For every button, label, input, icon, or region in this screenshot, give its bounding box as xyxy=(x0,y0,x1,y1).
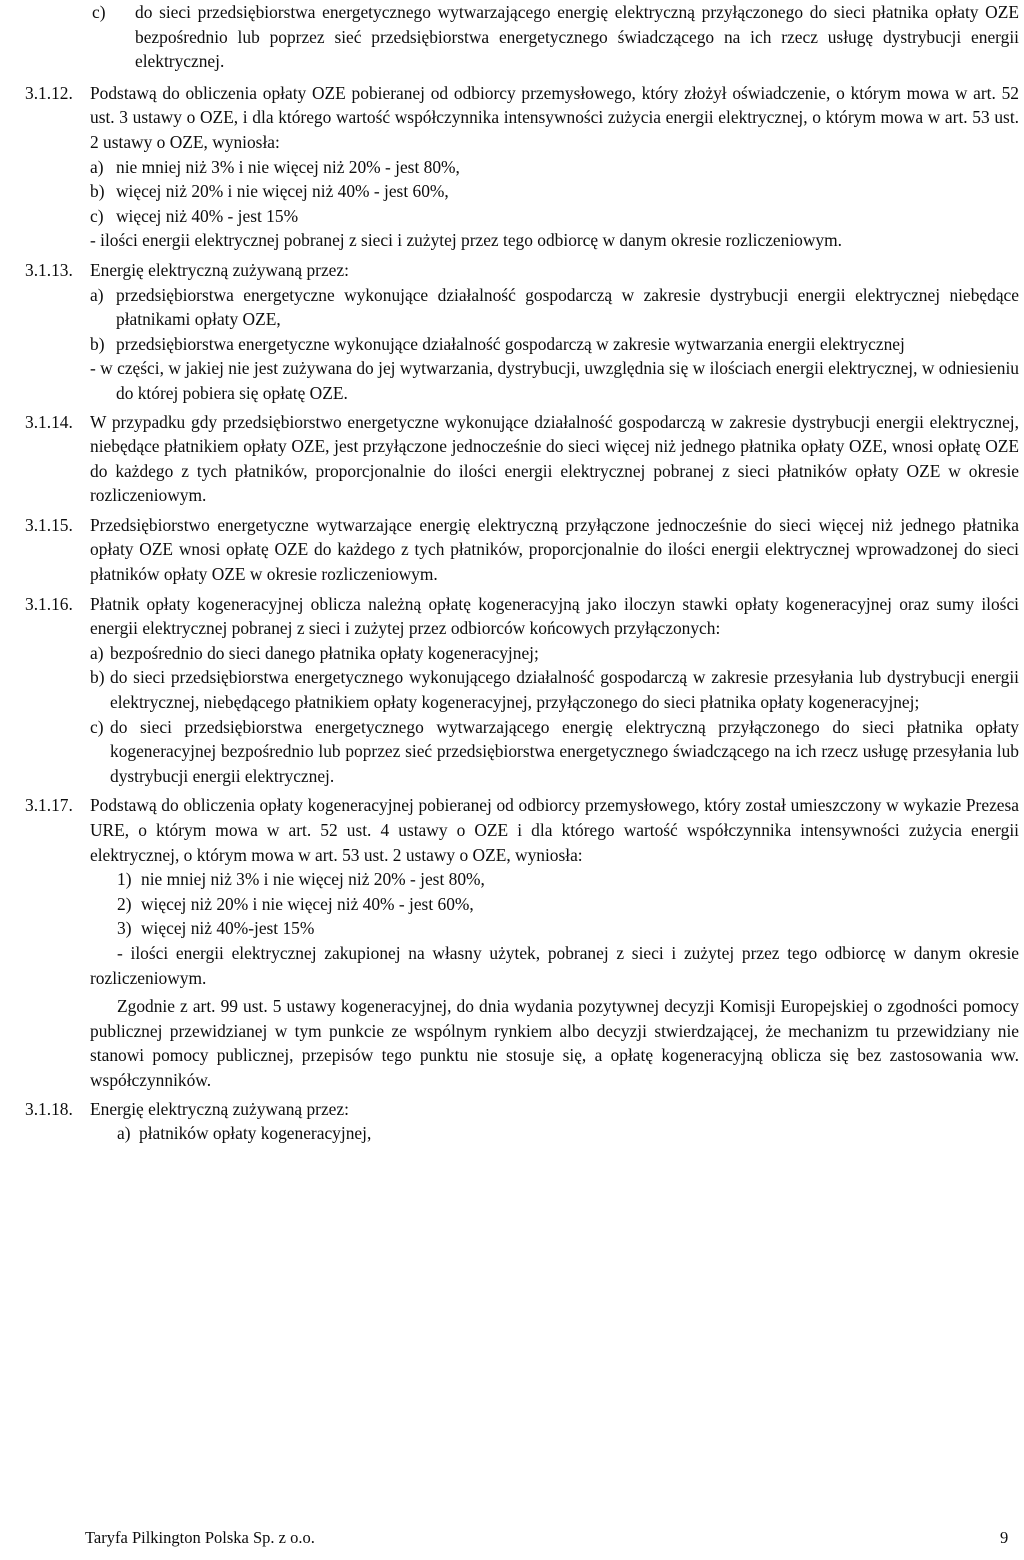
item-label: a) xyxy=(90,642,104,663)
list-item xyxy=(90,179,1019,204)
item-label: c) xyxy=(90,205,104,226)
page-footer xyxy=(0,1528,1024,1552)
section-3-1-17 xyxy=(25,793,1019,867)
section-3-1-14 xyxy=(25,410,1019,508)
item-label: a) xyxy=(90,156,104,177)
section-text: Podstawą do obliczenia opłaty kogeneracyjnej pobieranej od odbiorcy przemysłowego, który został umieszczony w wykazie Prezesa URE, o którym mowa w art. 52 ust. 4 ustawy o OZE i dla którego wartość współczynnika intensywności zużycia energii elektrycznej, o którym mowa w art. 53 ust. 2 ustawy o OZE, wyniosła: xyxy=(90,795,1019,865)
section-3-1-13 xyxy=(25,258,1019,283)
section-number: 3.1.17. xyxy=(25,795,73,816)
list-item xyxy=(90,283,1019,332)
item-label: a) xyxy=(117,1123,131,1144)
list-item xyxy=(90,715,1019,789)
note-paragraph: Zgodnie z art. 99 ust. 5 ustawy kogeneracyjnej, do dnia wydania pozytywnej decyzji Komisji Europejskiej o zgodności pomocy publicznej przewidzianej w tym punkcie ze wspólnym rynkiem albo decyzji stwierdzającej, że mechanizm tu przewidziany nie stanowi pomocy publicznej, przepisów tego punktu nie stosuje się, a opłatę kogeneracyjną oblicza się bez zastosowania ww. współczynników. xyxy=(90,996,1019,1090)
item-label: 2) xyxy=(117,893,132,914)
list-item xyxy=(90,332,1019,357)
list-item xyxy=(90,204,1019,229)
list-item xyxy=(90,155,1019,180)
item-label: b) xyxy=(90,333,105,354)
section-number: 3.1.12. xyxy=(25,82,73,103)
section-text: Energię elektryczną zużywaną przez: xyxy=(90,259,349,280)
section-3-1-15 xyxy=(25,513,1019,587)
section-number: 3.1.14. xyxy=(25,411,73,432)
item-text: więcej niż 40%-jest 15% xyxy=(141,918,315,939)
list-item xyxy=(90,665,1019,714)
item-label: 1) xyxy=(117,869,132,890)
closing-text: - ilości energii elektrycznej pobranej z sieci i zużytej przez tego odbiorcę w danym okresie rozliczeniowym. xyxy=(90,230,843,251)
item-text: przedsiębiorstwa energetyczne wykonujące działalność gospodarczą w zakresie wytwarzania energii elektrycznej xyxy=(116,333,905,354)
item-text: do sieci przedsiębiorstwa energetycznego wytwarzającego energię elektryczną przyłączonego do sieci płatnika opłaty kogeneracyjnej bezpośrednio lub poprzez sieć przedsiębiorstwa energetycznego świadczącego na ich rzecz usługę przesyłania lub dystrybucji energii elektrycznej. xyxy=(110,716,1019,786)
list-item xyxy=(117,892,1019,917)
item-label: b) xyxy=(90,667,105,688)
item-text: do sieci przedsiębiorstwa energetycznego wykonującego działalność gospodarczą w zakresie przesyłania lub dystrybucji energii elektrycznej, niebędącego płatnikiem opłaty kogeneracyjnej, przyłączonego do sieci płatnika opłaty kogeneracyjnej; xyxy=(110,667,1019,713)
item-label: b) xyxy=(90,181,105,202)
item-text: więcej niż 40% - jest 15% xyxy=(116,205,299,226)
section-3-1-18 xyxy=(25,1097,1019,1122)
item-text: nie mniej niż 3% i nie więcej niż 20% - jest 80%, xyxy=(141,869,485,890)
section-text: Przedsiębiorstwo energetyczne wytwarzające energię elektryczną przyłączone jednocześnie do sieci więcej niż jednego płatnika opłaty OZE wnosi opłatę OZE do każdego z tych płatników, proporcjonalnie do ilości energii elektrycznej wprowadzonej do sieci płatników opłaty OZE w okresie rozliczeniowym. xyxy=(90,514,1019,585)
page-number: 9 xyxy=(1000,1528,1009,1547)
item-label: a) xyxy=(90,284,104,305)
list-item xyxy=(117,916,1019,941)
section-3-1-12 xyxy=(25,81,1019,155)
item-label: c) xyxy=(92,2,106,22)
section-number: 3.1.18. xyxy=(25,1098,73,1119)
section-text: Energię elektryczną zużywaną przez: xyxy=(90,1098,349,1119)
item-text: więcej niż 20% i nie więcej niż 40% - jest 60%, xyxy=(116,181,449,202)
footer-company: Taryfa Pilkington Polska Sp. z o.o. xyxy=(85,1528,315,1547)
closing-text: - ilości energii elektrycznej zakupionej na własny użytek, pobranej z sieci i zużytej przez tego odbiorcę w danym okresie rozliczeniowym. xyxy=(90,942,1019,988)
section-text: Podstawą do obliczenia opłaty OZE pobieranej od odbiorcy przemysłowego, który złożył oświadczenie, o którym mowa w art. 52 ust. 3 ustawy o OZE, i dla którego wartość współczynnika intensywności zużycia energii elektrycznej, o którym mowa w art. 53 ust. 2 ustawy o OZE, wyniosła: xyxy=(90,82,1019,152)
item-text: więcej niż 20% i nie więcej niż 40% - jest 60%, xyxy=(141,893,474,914)
item-text: do sieci przedsiębiorstwa energetycznego wytwarzającego energię elektryczną przyłączonego do sieci płatnika opłaty OZE bezpośrednio lub poprzez sieć przedsiębiorstwa energetycznego świadczącego na ich rzecz usługę dystrybucji energii elektrycznej. xyxy=(135,2,1019,72)
section-3-1-16 xyxy=(25,592,1019,641)
section-text: W przypadku gdy przedsiębiorstwo energetyczne wykonujące działalność gospodarczą w zakresie dystrybucji energii elektrycznej, niebędące płatnikiem opłaty OZE, jest przyłączone jednocześnie do sieci więcej niż jednego płatnika opłaty OZE, wnosi opłatę OZE do każdego z tych płatników, proporcjonalnie do ilości energii elektrycznej pobranej z sieci płatników opłaty OZE w okresie rozliczeniowym. xyxy=(90,411,1019,506)
list-item xyxy=(117,1121,1019,1146)
item-text: płatników opłaty kogeneracyjnej, xyxy=(139,1123,372,1144)
closing-text: - w części, w jakiej nie jest zużywana do jej wytwarzania, dystrybucji, uwzględnia się w ilościach energii elektrycznej, w odniesieniu do której pobiera się opłatę OZE. xyxy=(90,358,1019,403)
list-item xyxy=(90,641,1019,666)
section-number: 3.1.13. xyxy=(25,259,73,280)
section-text: Płatnik opłaty kogeneracyjnej oblicza należną opłatę kogeneracyjną jako iloczyn stawki opłaty kogeneracyjnej oraz sumy ilości energii elektrycznej pobranej z sieci i zużytej przez odbiorców końcowych przyłączonych: xyxy=(90,593,1019,639)
item-text: nie mniej niż 3% i nie więcej niż 20% - jest 80%, xyxy=(116,156,460,177)
item-text: bezpośrednio do sieci danego płatnika opłaty kogeneracyjnej; xyxy=(110,642,539,663)
item-text: przedsiębiorstwa energetyczne wykonujące działalność gospodarczą w zakresie dystrybucji energii elektrycznej niebędące płatnikami opłaty OZE, xyxy=(116,284,1019,330)
section-number: 3.1.15. xyxy=(25,514,73,535)
intro-list-item-c xyxy=(92,0,1019,74)
list-item xyxy=(117,867,1019,892)
item-label: c) xyxy=(90,716,104,737)
section-number: 3.1.16. xyxy=(25,593,73,614)
item-label: 3) xyxy=(117,918,132,939)
